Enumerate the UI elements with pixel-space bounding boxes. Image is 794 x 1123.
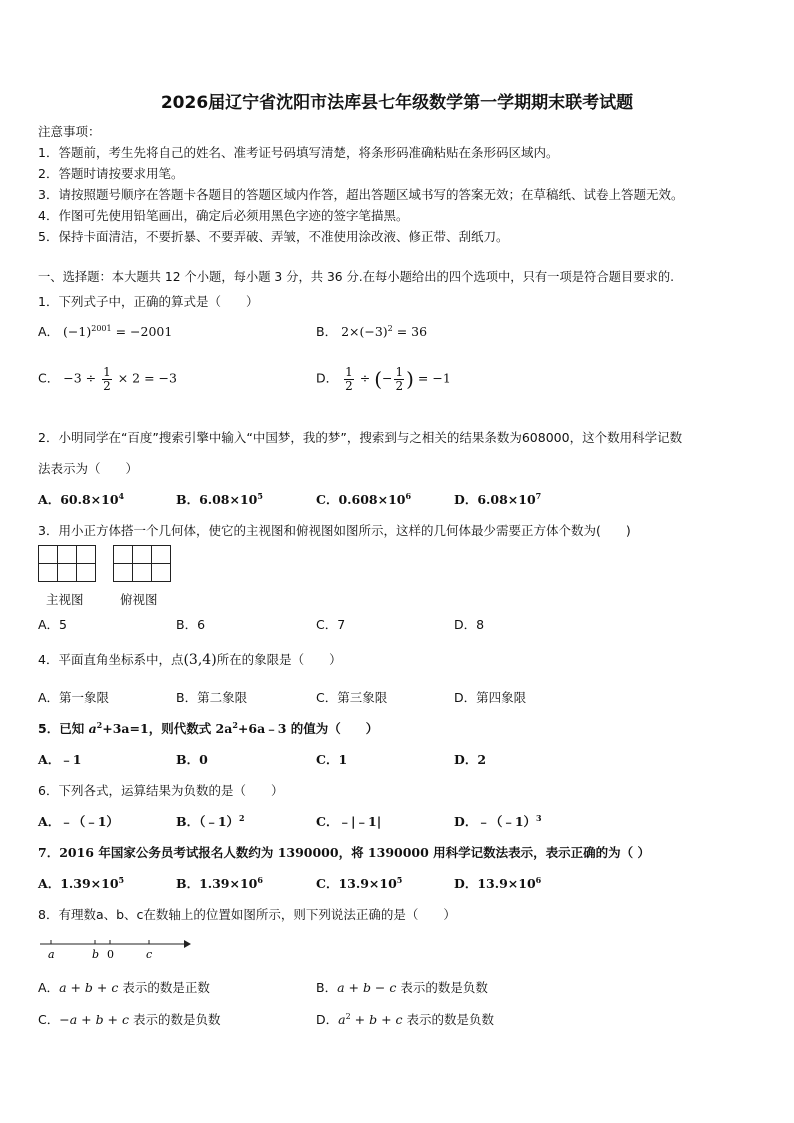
exponent: 5 [118,874,125,885]
note-item: 1．答题前，考生先将自己的姓名、准考证号码填写清楚，将条形码准确粘贴在条形码区域内。 [38,145,559,160]
front-view-bottom-row [39,564,96,582]
q3-option-c: C．7 [316,617,346,632]
option-label: D． [316,370,339,386]
math-expr: ÷ [355,370,375,386]
q4-option-c: C．第三象限 [316,690,388,705]
math-expr: = −1 [413,370,451,386]
math-expr: a [338,1012,346,1027]
q6-option-c: C．﹣|﹣1| [316,814,382,829]
option-text: B．（﹣1） [176,814,240,829]
math-expr: × 2 = −3 [113,370,177,386]
fraction [394,366,404,392]
q5-option-a: A．﹣1 [38,752,82,767]
q1-option-a [38,322,172,340]
q4-option-d: D．第四象限 [454,690,527,705]
option-text: A．60.8×10 [38,492,119,507]
q2-option-a [38,490,124,508]
stem-text: 所在的象限是（ ） [216,652,342,667]
option-label: C． [38,370,60,386]
front-view-top-row [39,546,96,564]
option-label: B． [316,324,338,339]
numerator: 1 [345,365,353,379]
q1-option-b [316,322,427,340]
q3-option-d: D．8 [454,617,485,632]
option-text: A．1.39×10 [38,876,119,891]
q5-option-d: D．2 [454,752,487,767]
top-view-bottom-row [114,564,171,582]
axis-label-c: c [146,948,153,961]
option-text: B．6.08×10 [176,492,258,507]
question-5-stem [38,719,378,737]
option-label: A． [38,324,60,339]
number-line-figure [38,936,198,964]
exponent: 2 [232,719,238,730]
q7-option-a [38,874,124,892]
top-view-top-row [114,546,171,564]
denominator: 2 [395,378,404,393]
denominator: 2 [345,378,353,393]
question-4-stem [38,650,342,668]
math-expr: −3 ÷ [63,370,101,386]
math-expr: = −2001 [111,324,173,339]
option-label: C． [38,1012,60,1027]
exponent: 5 [396,874,403,885]
q4-option-a: A．第一象限 [38,690,110,705]
views-figure [38,545,178,585]
exponent: 6 [257,874,263,885]
option-text: 表示的数是正数 [122,980,210,995]
exponent: 4 [118,490,125,501]
variable: a [88,721,97,736]
section-heading: 一、选择题：本大题共 12 个小题，每小题 3 分，共 36 分.在每小题给出的四个选项中，只有一项是符合题目要求的. [38,270,675,284]
option-text: C．0.608×10 [316,492,406,507]
option-text: D．﹣（﹣1） [454,814,537,829]
stem-text: 4．平面直角坐标系中，点 [38,652,184,667]
option-text: B．1.39×10 [176,876,258,891]
point-coordinates: (3,4) [183,652,217,668]
q2-option-c [316,490,411,508]
note-item: 3．请按照题号顺序在答题卡各题目的答题区域内作答，超出答题区域书写的答案无效；在草稿纸、试卷上答题无效。 [38,187,684,202]
top-view-label: 俯视图 [120,592,158,607]
q7-option-d [454,874,541,892]
exponent: 2001 [91,323,112,333]
axis-label-0: 0 [107,948,114,961]
q2-option-d [454,490,541,508]
question-2-stem: 2．小明同学在“百度”搜索引擎中输入“中国梦，我的梦”，搜索到与之相关的结果条数为608000，这个数用科学记数 [38,430,683,445]
denominator: 2 [103,378,111,393]
q6-option-b [176,812,245,830]
q7-option-b [176,874,263,892]
q8-option-a [38,978,210,996]
arrow-icon [184,940,191,948]
question-7-stem: 7．2016 年国家公务员考试报名人数约为 1390000，将 1390000 用科学记数法表示，表示正确的为（ ） [38,845,651,860]
fraction [102,366,112,392]
note-item: 2．答题时请按要求用笔。 [38,166,184,181]
q2-option-b [176,490,263,508]
q5-option-b: B．0 [176,752,208,767]
exponent: 2 [387,323,393,333]
stem-text: +6a﹣3 的值为（ ） [237,721,379,736]
numerator: 1 [103,365,111,379]
math-expr: a + b + c [59,980,119,995]
stem-text: +3a=1，则代数式 2a [102,721,233,736]
math-expr: + b + c [350,1012,403,1027]
page-title: 2026届辽宁省沈阳市法库县七年级数学第一学期期末联考试题 [160,93,634,113]
note-item: 5．保持卡面清洁，不要折暴、不要弄破、弄皱，不准使用涂改液、修正带、刮纸刀。 [38,229,509,244]
stem-text: 5．已知 [38,721,89,736]
q8-option-b [316,978,488,996]
question-3-stem: 3．用小正方体搭一个几何体，使它的主视图和俯视图如图所示，这样的几何体最少需要正方体个数为( ) [38,523,631,538]
exponent: 5 [257,490,263,501]
exponent: 3 [536,812,542,823]
exponent: 6 [405,490,412,501]
axis-label-a: a [48,948,55,961]
q8-option-d [316,1010,494,1028]
exponent: 2 [345,1011,351,1021]
option-text: D．13.9×10 [454,876,536,891]
option-label: D． [316,1012,339,1027]
question-2-stem-cont: 法表示为（ ） [38,461,139,476]
option-text: D．6.08×10 [454,492,536,507]
q1-option-c [38,366,177,392]
fraction [344,366,354,392]
math-expr: = 36 [392,324,428,339]
q6-option-a: A．﹣（﹣1） [38,814,119,829]
math-expr: a + b − c [337,980,397,995]
exponent: 2 [96,719,103,730]
option-text: 表示的数是负数 [406,1012,495,1027]
math-expr: −a + b + c [59,1012,130,1027]
paren-open: ( [374,367,382,392]
paren-close: ) [406,367,414,392]
option-text: 表示的数是负数 [133,1012,221,1027]
q3-option-a: A．5 [38,617,68,632]
note-item: 4．作图可先使用铅笔画出，确定后必须用黑色字迹的签字笔描黑。 [38,208,409,223]
notes-heading: 注意事项： [38,124,101,139]
math-expr: (−1) [63,324,92,339]
q7-option-c [316,874,402,892]
option-label: B． [316,980,338,995]
option-text: 表示的数是负数 [400,980,488,995]
question-8-stem: 8．有理数a、b、c在数轴上的位置如图所示，则下列说法正确的是（ ） [38,907,456,922]
numerator: 1 [395,365,404,379]
exponent: 7 [535,490,542,501]
q3-option-b: B．6 [176,617,206,632]
q6-option-d [454,812,542,830]
math-expr: 2×(−3) [341,324,388,339]
option-text: C．13.9×10 [316,876,397,891]
q8-option-c [38,1010,221,1028]
q5-option-c: C．1 [316,752,348,767]
q1-option-d: D． $\frac{1}{2}$ ÷ (− $\frac{1}{2}$ ) = −1 [316,365,451,393]
question-1-stem: 1．下列式子中，正确的算式是（ ） [38,294,259,309]
front-view-label: 主视图 [46,592,84,607]
exponent: 2 [239,812,245,823]
axis-label-b: b [92,948,100,961]
exponent: 6 [535,874,542,885]
q4-option-b: B．第二象限 [176,690,248,705]
question-6-stem: 6．下列各式，运算结果为负数的是（ ） [38,783,284,798]
option-label: A． [38,980,60,995]
